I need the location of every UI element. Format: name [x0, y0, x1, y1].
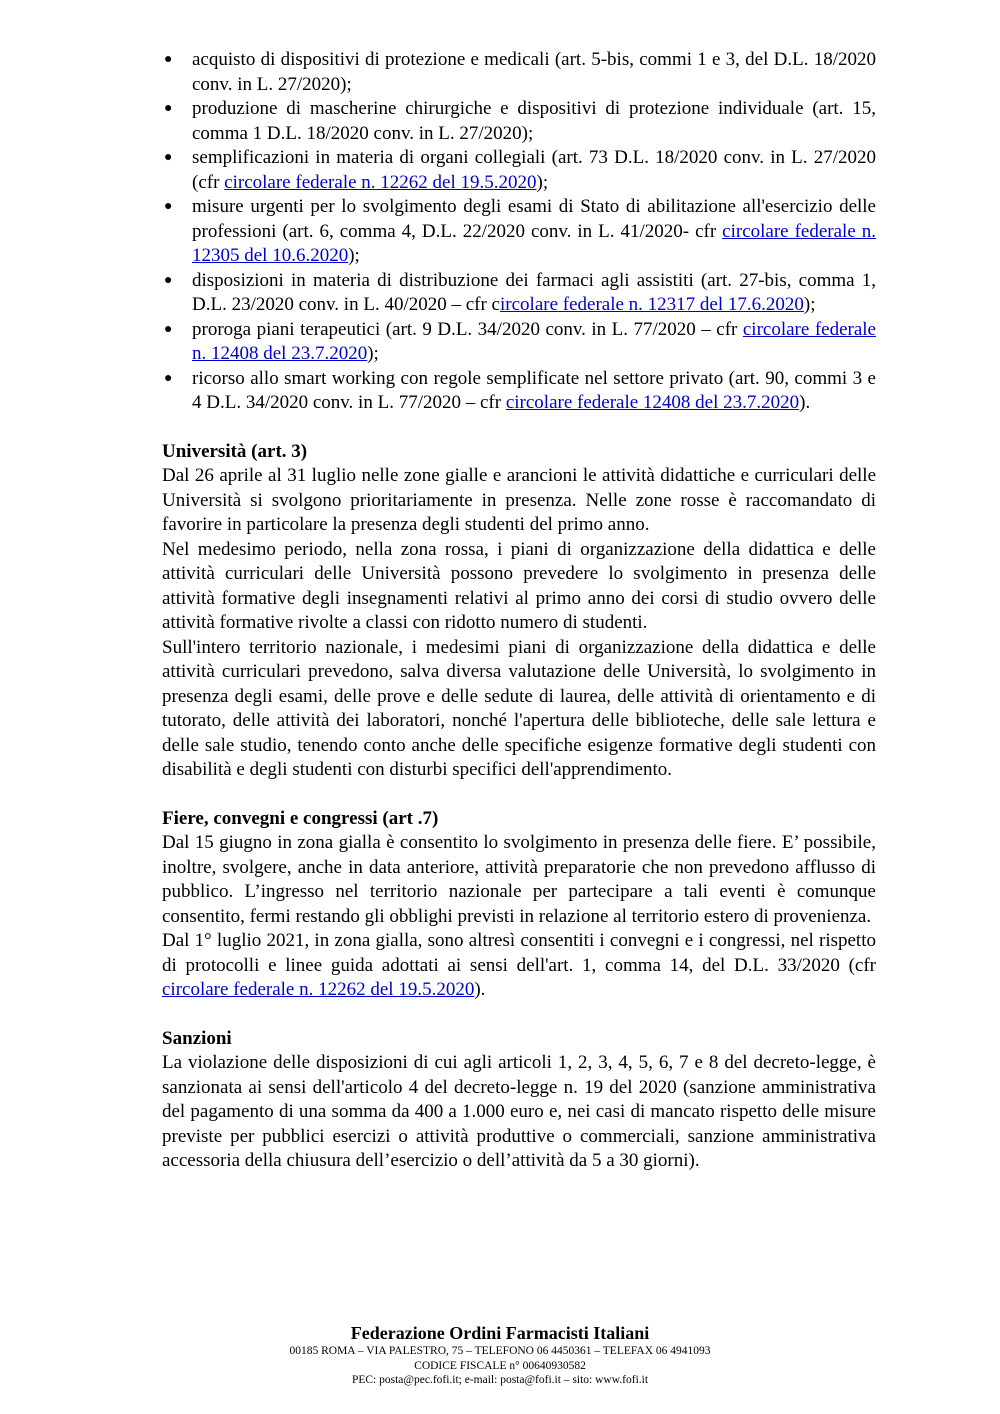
list-item-text: disposizioni in materia di distribuzione dei farmaci agli assistiti (art. 27-bis, comma 1, D.L. 23/2020 conv. in L. 40/2020 – cfr c [192, 269, 876, 315]
bullet-icon: ● [164, 272, 173, 288]
list-item [162, 97, 876, 146]
bullet-icon: ● [164, 150, 173, 165]
list-item [162, 48, 876, 97]
section-heading: Fiere, convegni e congressi (art .7) [162, 807, 439, 829]
footer-tax-code: CODICE FISCALE n° 00640930582 [414, 1359, 586, 1372]
section-heading: Università (art. 3) [162, 440, 308, 462]
list-item-text: acquisto di dispositivi di protezione e medicali (art. 5-bis, commi 1 e 3, del D.L. 18/2020 conv. in L. 27/2020); [192, 49, 876, 95]
document-body [162, 48, 876, 1174]
paragraph: Nel medesimo periodo, nella zona rossa, i piani di organizzazione della didattica e delle attività curriculari delle Università possono prevedere lo svolgimento in presenza delle attività formative degli insegnamenti relativi al primo anno dei corsi di studio ovvero delle attività formative rivolte a classi con ridotto numero di studenti. [162, 538, 876, 633]
paragraph-text: ). [474, 979, 486, 1000]
section-fiere [162, 807, 876, 1003]
list-item-text: proroga piani terapeutici (art. 9 D.L. 34/2020 conv. in L. 77/2020 – cfr [192, 318, 743, 340]
bullet-icon: ● [164, 101, 173, 116]
bullet-icon: ● [164, 199, 173, 214]
list-item-text: misure urgenti per lo svolgimento degli esami di Stato di abilitazione all'esercizio delle professioni (art. 6, comma 4, D.L. 22/2020 conv. in L. 41/2020- cfr [192, 196, 876, 242]
footer-address: 00185 ROMA – VIA PALESTRO, 75 – TELEFONO 06 4450361 – TELEFAX 06 4941093 [289, 1345, 711, 1357]
list-item-text: ); [536, 171, 549, 193]
paragraph: La violazione delle disposizioni di cui agli articoli 1, 2, 3, 4, 5, 6, 7 e 8 del decreto-legge, è sanzionata ai sensi dell'articolo 4 del decreto-legge n. 19 del 2020 (sanzione amministrativa del pagamento di una somma da 400 a 1.000 euro e, nei casi di mancato rispetto delle misure previste per pubblici esercizi o attività produttive o commerciali, sanzione amministrativa accessoria della chiusura dell’esercizio o dell’attività da 5 a 30 giorni). [162, 1052, 876, 1171]
circolare-link[interactable]: circolare federale n. 12262 del 19.5.2020 [162, 979, 475, 1000]
list-item-text: ). [799, 392, 811, 413]
circolare-link[interactable]: circolare federale n. 12305 del 10.6.2020 [192, 220, 876, 266]
paragraph: Dal 15 giugno in zona gialla è consentito lo svolgimento in presenza delle fiere. E’ possibile, inoltre, svolgere, anche in data anteriore, attività preparatorie che non prevedono afflusso di pubblico. L’ingresso nel territorio nazionale per partecipare a tali eventi è comunque consentito, fermi restando gli obblighi previsti in relazione al territorio estero di provenienza. [162, 832, 876, 927]
list-item [162, 195, 876, 269]
circolare-link[interactable]: circolare federale 12408 del 23.7.2020 [505, 392, 800, 413]
section-heading: Sanzioni [162, 1027, 232, 1049]
list-item [162, 318, 876, 367]
paragraph: Dal 26 aprile al 31 luglio nelle zone gialle e arancioni le attività didattiche e curriculari delle Università si svolgono prioritariamente in presenza. Nelle zone rosse è raccomandato di favorire in particolare la presenza degli studenti del primo anno. [162, 465, 876, 535]
list-item-text: ricorso allo smart working con regole semplificate nel settore privato (art. 90, commi 3 e 4 D.L. 34/2020 conv. in L. 77/2020 – cfr [192, 367, 876, 413]
list-item [162, 269, 876, 318]
list-item-text: ); [803, 294, 816, 315]
footer-contacts: PEC: posta@pec.fofi.it; e-mail: posta@fofi.it – sito: www.fofi.it [351, 1374, 649, 1386]
section-sanzioni [162, 1027, 876, 1174]
paragraph-text: Dal 1° luglio 2021, in zona gialla, sono altresì consentiti i convegni e i congressi, nel rispetto di protocolli e linee guida adottati ai sensi dell'art. 1, comma 14, del D.L. 33/2020 (cfr [162, 930, 876, 976]
circolare-link[interactable]: circolare federale n. 12408 del 23.7.2020 [192, 318, 876, 364]
list-item-text: semplificazioni in materia di organi collegiali (art. 73 D.L. 18/2020 conv. in L. 27/2020 (cfr [192, 147, 876, 193]
list-item-text: produzione di mascherine chirurgiche e dispositivi di protezione individuale (art. 15, comma 1 D.L. 18/2020 conv. in L. 27/2020); [192, 98, 876, 144]
page-footer [0, 1322, 1000, 1388]
bullet-list [162, 48, 876, 416]
circolare-link[interactable]: circolare federale n. 12262 del 19.5.2020 [224, 171, 537, 193]
bullet-icon: ● [164, 321, 173, 337]
paragraph: Sull'intero territorio nazionale, i medesimi piani di organizzazione della didattica e delle attività curriculari prevedono, salva diversa valutazione delle Università, lo svolgimento in presenza degli esami, delle prove e delle sedute di laurea, delle attività di orientamento e di tutorato, delle attività dei laboratori, nonché l'apertura delle biblioteche, delle sale lettura e delle sale studio, tenendo conto anche delle specifiche esigenze formative degli studenti con disabilità e degli studenti con disturbi specifici dell'apprendimento. [162, 636, 876, 780]
section-universita [162, 440, 876, 783]
bullet-icon: ● [164, 52, 173, 67]
circolare-link[interactable]: ircolare federale n. 12317 del 17.6.2020 [500, 294, 804, 315]
paragraph [162, 929, 876, 1003]
bullet-icon: ● [164, 370, 173, 386]
list-item [162, 367, 876, 416]
footer-organization: Federazione Ordini Farmacisti Italiani [350, 1323, 650, 1343]
list-item [162, 146, 876, 195]
list-item-text: ); [348, 245, 360, 266]
list-item-text: ); [367, 343, 379, 364]
